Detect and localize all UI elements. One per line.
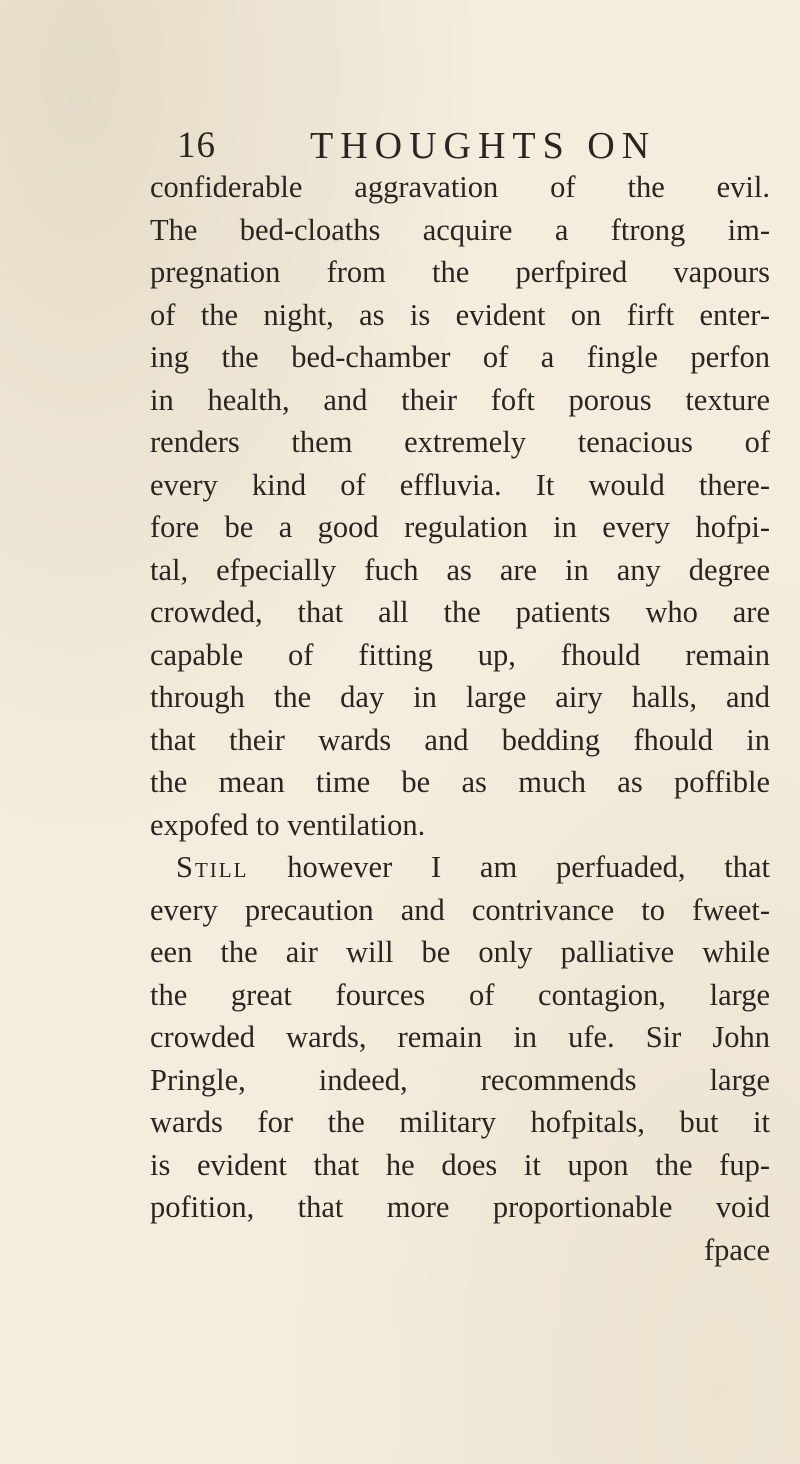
text-line: pregnation from the perfpired vapours: [150, 255, 770, 289]
text-line: wards for the military hofpitals, but it: [150, 1105, 770, 1139]
text-line: capable of fitting up, fhould remain: [150, 637, 770, 672]
running-head-title: THOUGHTS ON: [310, 125, 657, 167]
text-line: of the night, as is evident on firft enter-: [150, 297, 770, 332]
text-line: The bed-cloaths acquire a ftrong im-: [150, 212, 770, 247]
paragraph-opening-word: Still: [176, 850, 249, 884]
text-line: pofition, that more proportionable void: [150, 1190, 770, 1224]
text-line: the mean time be as much as poffible: [150, 765, 770, 799]
text-line: renders them extremely tenacious of: [150, 425, 770, 459]
text-line: ing the bed-chamber of a fingle perfon: [150, 340, 770, 374]
text-line: Pringle, indeed, recommends large: [150, 1062, 770, 1097]
body-text: [150, 166, 770, 1271]
paragraph-opening-line: [150, 846, 770, 889]
text-line: crowded wards, remain in ufe. Sir John: [150, 1020, 770, 1054]
text-line: een the air will be only palliative while: [150, 935, 770, 969]
text-line: is evident that he does it upon the fup-: [150, 1147, 770, 1182]
text-line: in health, and their foft porous texture: [150, 382, 770, 417]
text-line: tal, efpecially fuch as are in any degree: [150, 552, 770, 587]
paragraph-opening-rest: however I am perfuaded, that: [287, 850, 770, 884]
text-line: through the day in large airy halls, and: [150, 680, 770, 714]
text-line: every kind of effluvia. It would there-: [150, 467, 770, 502]
catchword: fpace: [703, 1232, 770, 1267]
text-line: expofed to ventilation.: [150, 807, 426, 842]
text-line: confiderable aggravation of the evil.: [150, 170, 770, 204]
text-line: that their wards and bedding fhould in: [150, 722, 770, 757]
text-line: every precaution and contrivance to fweet-: [150, 892, 770, 927]
text-line: crowded, that all the patients who are: [150, 595, 770, 629]
page-number: 16: [177, 125, 216, 166]
text-line: fore be a good regulation in every hofpi-: [150, 510, 770, 544]
text-line: the great fources of contagion, large: [150, 977, 770, 1012]
